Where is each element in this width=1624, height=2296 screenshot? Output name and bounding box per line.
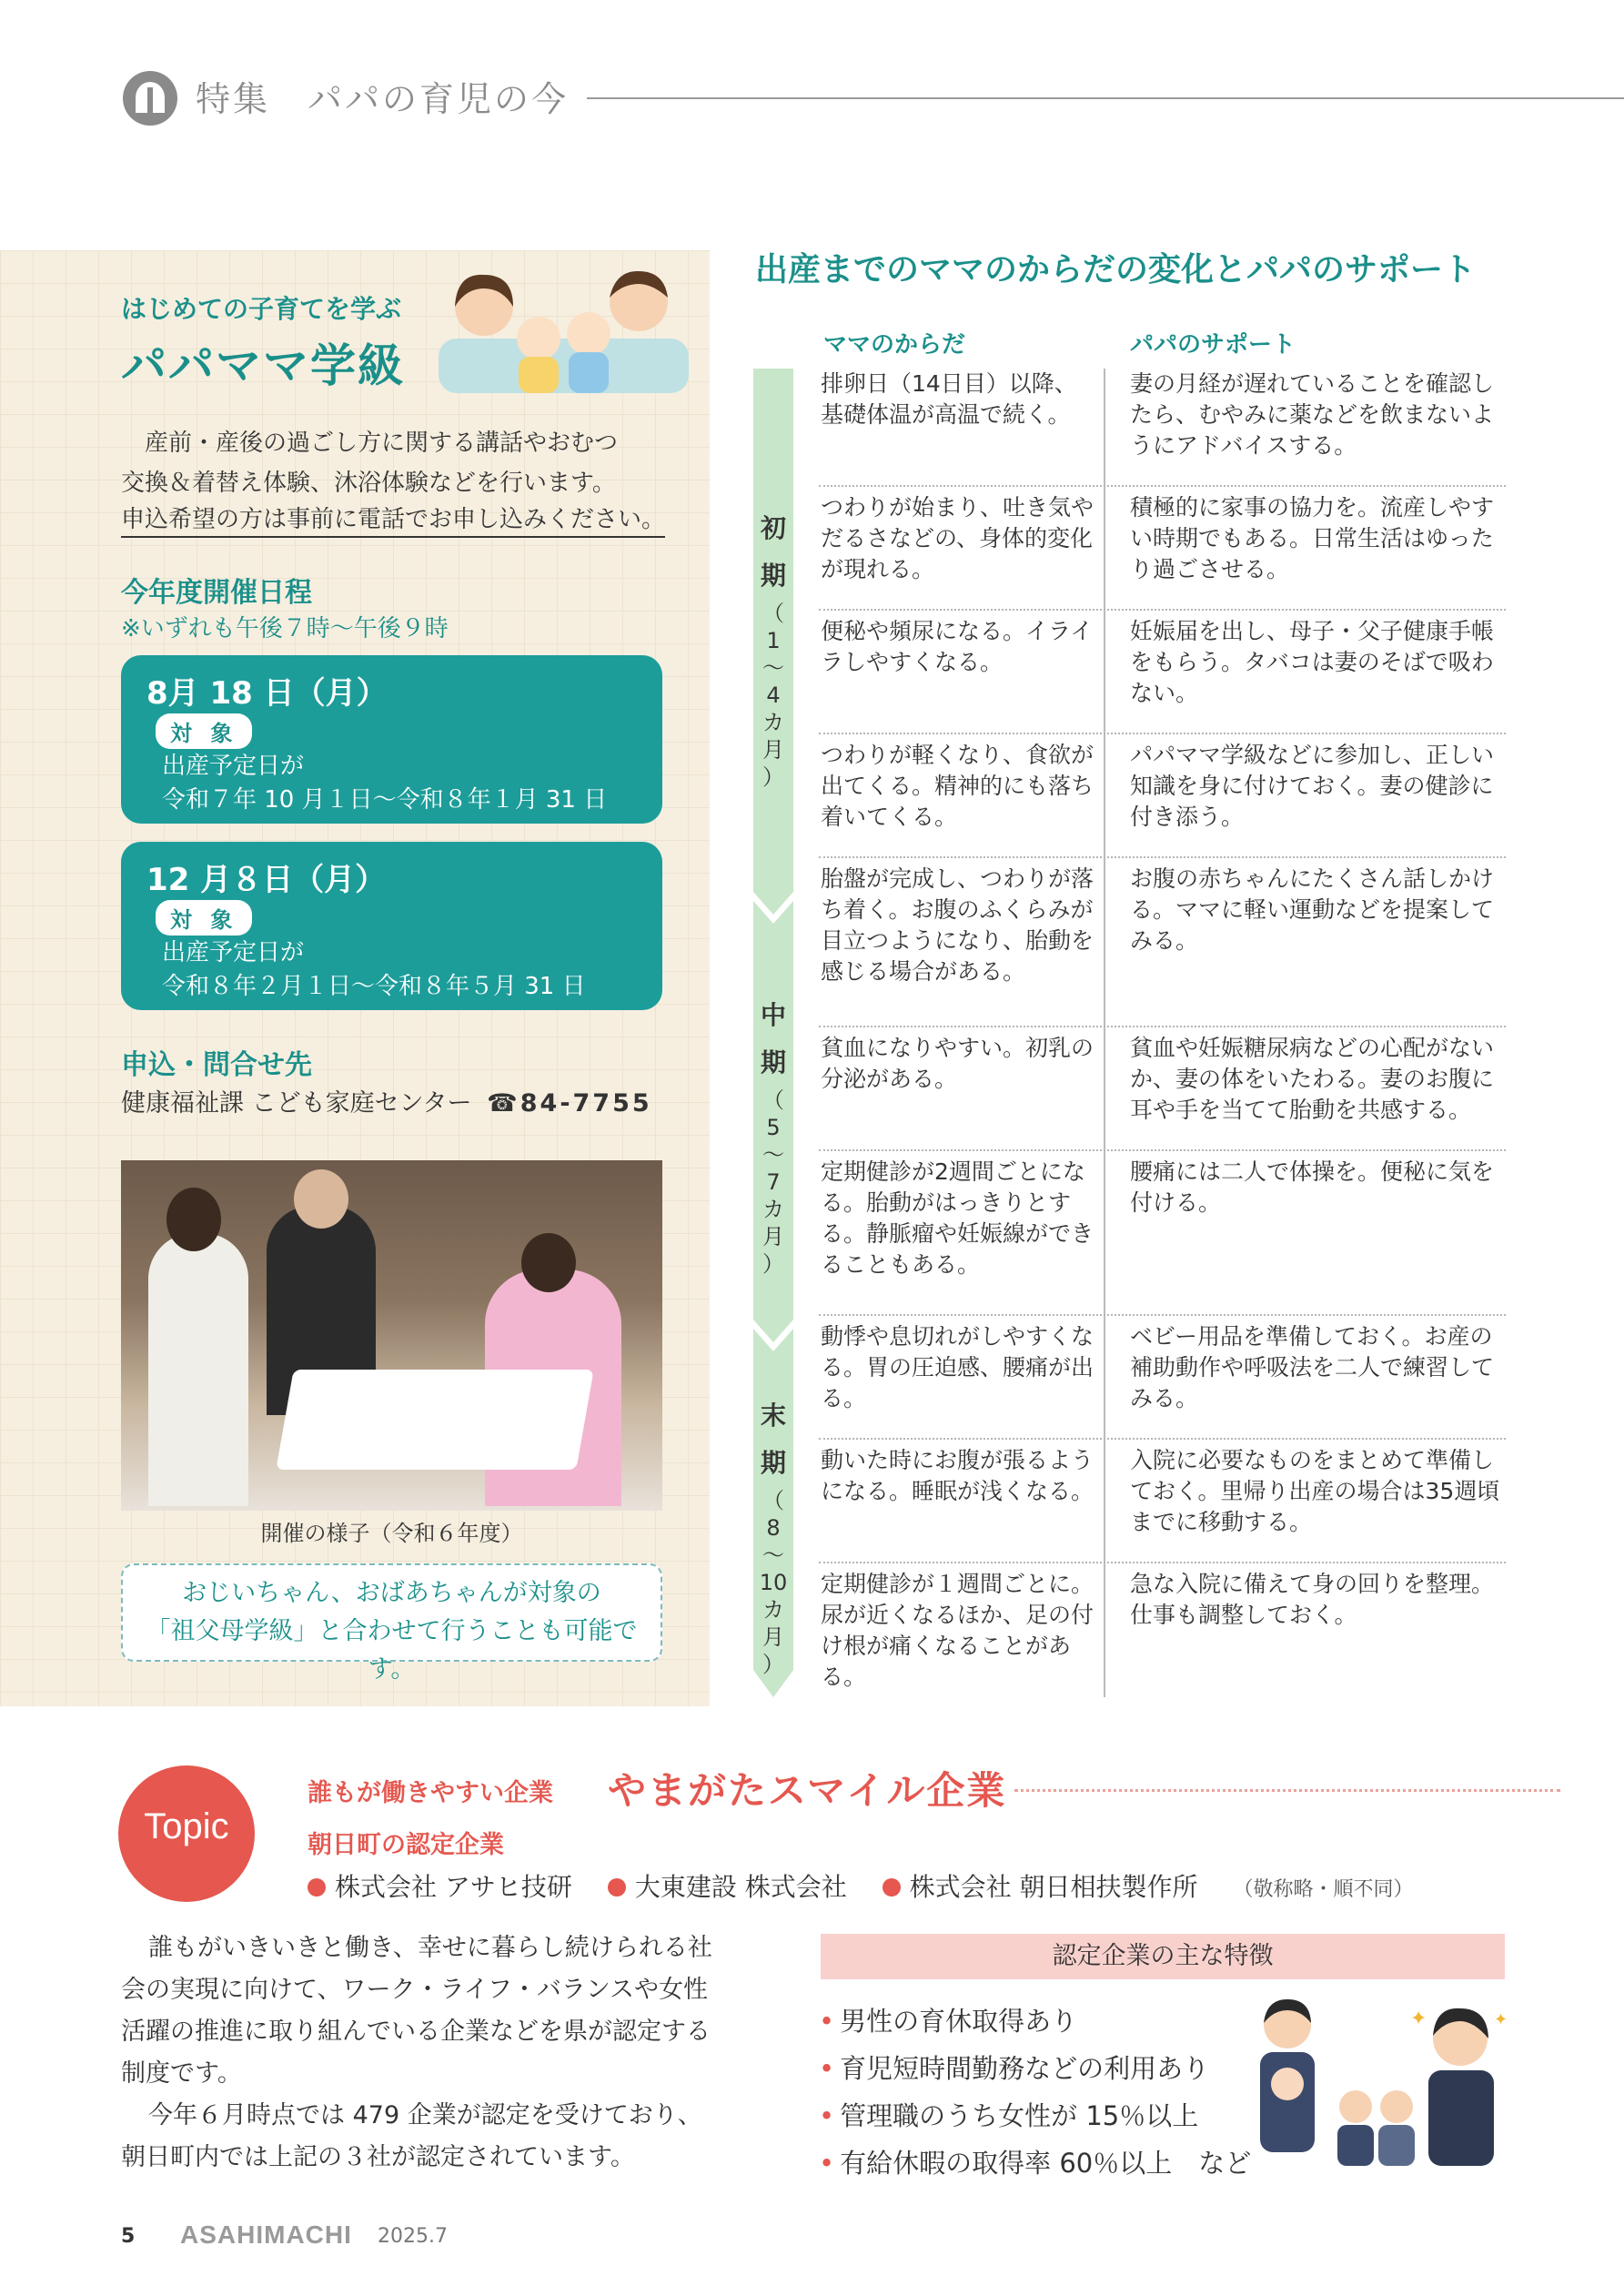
topic-title: やまがたスマイル企業	[608, 1768, 1007, 1813]
note-line: おじいちゃん、おばあちゃんが対象の	[182, 1579, 601, 1607]
note-line: 「祖父母学級」と合わせて行うことも可能です。	[146, 1617, 638, 1684]
svg-text:✦: ✦	[1494, 2010, 1508, 2029]
topic-subtitle: 誰もが働きやすい企業	[308, 1779, 553, 1807]
mama-cell: 動悸や息切れがしやすくなる。胃の圧迫感、腰痛が出る。	[821, 1323, 1094, 1411]
column-header-papa: パパのサポート	[1130, 331, 1296, 359]
certified-heading: 朝日町の認定企業	[308, 1831, 504, 1859]
header-divider	[587, 97, 1624, 99]
mama-cell: つわりが始まり、吐き気やだるさなどの、身体的変化が現れる。	[821, 494, 1094, 582]
photo-caption: 開催の様子（令和６年度）	[260, 1521, 523, 1546]
event-target-range: 令和８年２月１日〜令和８年５月 31 日	[162, 973, 586, 1000]
photo-person-head	[166, 1188, 221, 1251]
features-list	[819, 1998, 1251, 2187]
papa-cell: ベビー用品を準備しておく。お産の補助動作や呼吸法を二人で練習してみる。	[1130, 1323, 1495, 1411]
company-list	[308, 1867, 1413, 1904]
target-badge: 対 象	[156, 900, 252, 936]
company-name: 大東建設 株式会社	[634, 1872, 847, 1902]
table-row	[819, 864, 1506, 1027]
mama-cell: 定期健診が2週間ごとになる。胎動がはっきりとする。静脈瘤や妊娠線ができることもある。	[821, 1158, 1094, 1278]
papa-cell: 急な入院に備えて身の回りを整理。仕事も調整しておく。	[1130, 1571, 1495, 1628]
stage-middle: 中 期 （ 5 〜 7 カ 月 ）	[760, 1000, 786, 1277]
photo-person	[148, 1233, 248, 1506]
table-row	[819, 1157, 1506, 1316]
contact-department: 健康福祉課 こども家庭センター	[121, 1089, 472, 1118]
contact-heading: 申込・問合せ先	[121, 1049, 312, 1081]
table-row	[819, 1569, 1506, 1701]
papa-cell: 積極的に家事の協力を。流産しやすい時期でもある。日常生活はゆったり過ごさせる。	[1130, 494, 1495, 582]
bullet-dot-icon	[883, 1878, 901, 1896]
stage-early: 初 期 （ 1 〜 4 カ 月 ）	[760, 513, 786, 790]
features-heading: 認定企業の主な特徴	[821, 1934, 1505, 1979]
event-target-label: 出産予定日が	[162, 939, 305, 966]
class-photo	[121, 1160, 662, 1511]
contact-phone[interactable]: ☎84-7755	[487, 1089, 652, 1118]
event-target-range: 令和７年 10 月１日〜令和８年１月 31 日	[162, 786, 608, 814]
company-name: 株式会社 朝日相扶製作所	[909, 1872, 1198, 1902]
table-row	[819, 492, 1506, 611]
event-date: 8月 18 日（月）	[146, 675, 388, 712]
magazine-brand: ASAHIMACHI	[180, 2220, 352, 2249]
company-note: （敬称略・順不同）	[1233, 1878, 1414, 1901]
schedule-heading: 今年度開催日程	[121, 577, 312, 609]
papa-cell: 腰痛には二人で体操を。便秘に気を付ける。	[1130, 1158, 1495, 1216]
schedule-note: ※いずれも午後７時〜午後９時	[121, 615, 449, 642]
feature-item: • 男性の育休取得あり	[819, 2006, 1078, 2037]
table-row	[819, 616, 1506, 734]
event-date: 12 月８日（月）	[146, 862, 387, 898]
stage-late: 末 期 （ 8 〜 10 カ 月 ）	[759, 1401, 788, 1677]
mama-cell: 便秘や頻尿になる。イライラしやすくなる。	[821, 618, 1094, 675]
photo-person-head	[294, 1169, 348, 1229]
mama-cell: 定期健診が１週間ごとに。尿が近くなるほか、足の付け根が痛くなることがある。	[821, 1571, 1094, 1690]
table-row	[819, 740, 1506, 858]
mama-cell: 排卵日（14日目）以降、基礎体温が高温で続く。	[821, 370, 1077, 428]
bullet-dot-icon	[308, 1878, 326, 1896]
bullet-dot-icon	[608, 1878, 626, 1896]
table-row	[819, 1321, 1506, 1440]
papa-cell: パパママ学級などに参加し、正しい知識を身に付けておく。妻の健診に付き添う。	[1130, 742, 1495, 830]
contact-info	[121, 1083, 652, 1118]
papa-cell: 妻の月経が遅れていることを確認したら、むやみに薬などを飲まないようにアドバイスする。	[1130, 370, 1495, 459]
panel-kicker: はじめての子育てを学ぶ	[121, 294, 402, 324]
topic-dotted-rule	[1014, 1789, 1560, 1792]
table-row	[819, 369, 1506, 487]
feature-item: • 有給休暇の取得率 60％以上 など	[819, 2148, 1252, 2179]
apply-note: 申込希望の方は事前に電話でお申し込みください。	[121, 503, 665, 538]
svg-text:✦: ✦	[1410, 2008, 1427, 2030]
pregnancy-table-title: 出産までのママのからだの変化とパパのサポート	[755, 251, 1477, 288]
papa-cell: 妊娠届を出し、母子・父子健康手帳をもらう。タバコは妻のそばで吸わない。	[1130, 618, 1495, 706]
event-card	[121, 842, 662, 1010]
event-target-label: 出産予定日が	[162, 753, 305, 780]
section-title: 特集 パパの育児の今	[196, 79, 570, 119]
topic-badge-label: Topic	[144, 1806, 229, 1846]
photo-table	[276, 1370, 593, 1470]
column-header-mama: ママのからだ	[823, 331, 966, 359]
panel-body: 産前・産後の過ごし方に関する講話やおむつ 交換＆着替え体験、沐浴体験などを行います。	[121, 430, 619, 497]
papa-cell: 貧血や妊娠糖尿病などの心配がないか、妻の体をいたわる。妻のお腹に耳や手を当てて胎動を共感する。	[1130, 1035, 1495, 1123]
papa-cell: 入院に必要なものをまとめて準備しておく。里帰り出産の場合は35週頃までに移動する。	[1130, 1447, 1500, 1535]
workers-illustration-icon	[1246, 1988, 1510, 2170]
page-number: 5	[121, 2225, 136, 2248]
feature-item: • 管理職のうち女性が 15％以上	[819, 2100, 1199, 2131]
mama-cell: 貧血になりやすい。初乳の分泌がある。	[821, 1035, 1094, 1092]
mama-cell: つわりが軽くなり、食欲が出てくる。精神的にも落ち着いてくる。	[821, 742, 1094, 830]
event-card	[121, 655, 662, 824]
topic-body: 誰もがいきいきと働き、幸せに暮らし続けられる社 会の実現に向けて、ワーク・ライフ・バランスや女性 活躍の推進に取り組んでいる企業などを県が認定する 制度です。 今年６月時点では 479 企業が認定を受けており、 朝日町内では上記の３社が認定されています。	[121, 1934, 712, 2171]
mama-cell: 胎盤が完成し、つわりが落ち着く。お腹のふくらみが目立つようになり、胎動を感じる場合がある。	[821, 865, 1094, 985]
panel-title: パパママ学級	[121, 339, 405, 392]
issue-date: 2025.7	[378, 2225, 448, 2248]
papa-cell: お腹の赤ちゃんにたくさん話しかける。ママに軽い運動などを提案してみる。	[1130, 865, 1495, 954]
family-illustration-icon	[429, 266, 698, 393]
target-badge: 対 象	[156, 713, 252, 749]
feature-item: • 育児短時間勤務などの利用あり	[819, 2053, 1210, 2084]
table-row	[819, 1033, 1506, 1151]
photo-person-head	[521, 1233, 576, 1292]
company-name: 株式会社 アサヒ技研	[335, 1872, 572, 1902]
mama-cell: 動いた時にお腹が張るようになる。睡眠が浅くなる。	[821, 1447, 1094, 1504]
table-row	[819, 1445, 1506, 1563]
grandparent-note	[121, 1563, 662, 1684]
magazine-logo-icon	[123, 71, 177, 126]
